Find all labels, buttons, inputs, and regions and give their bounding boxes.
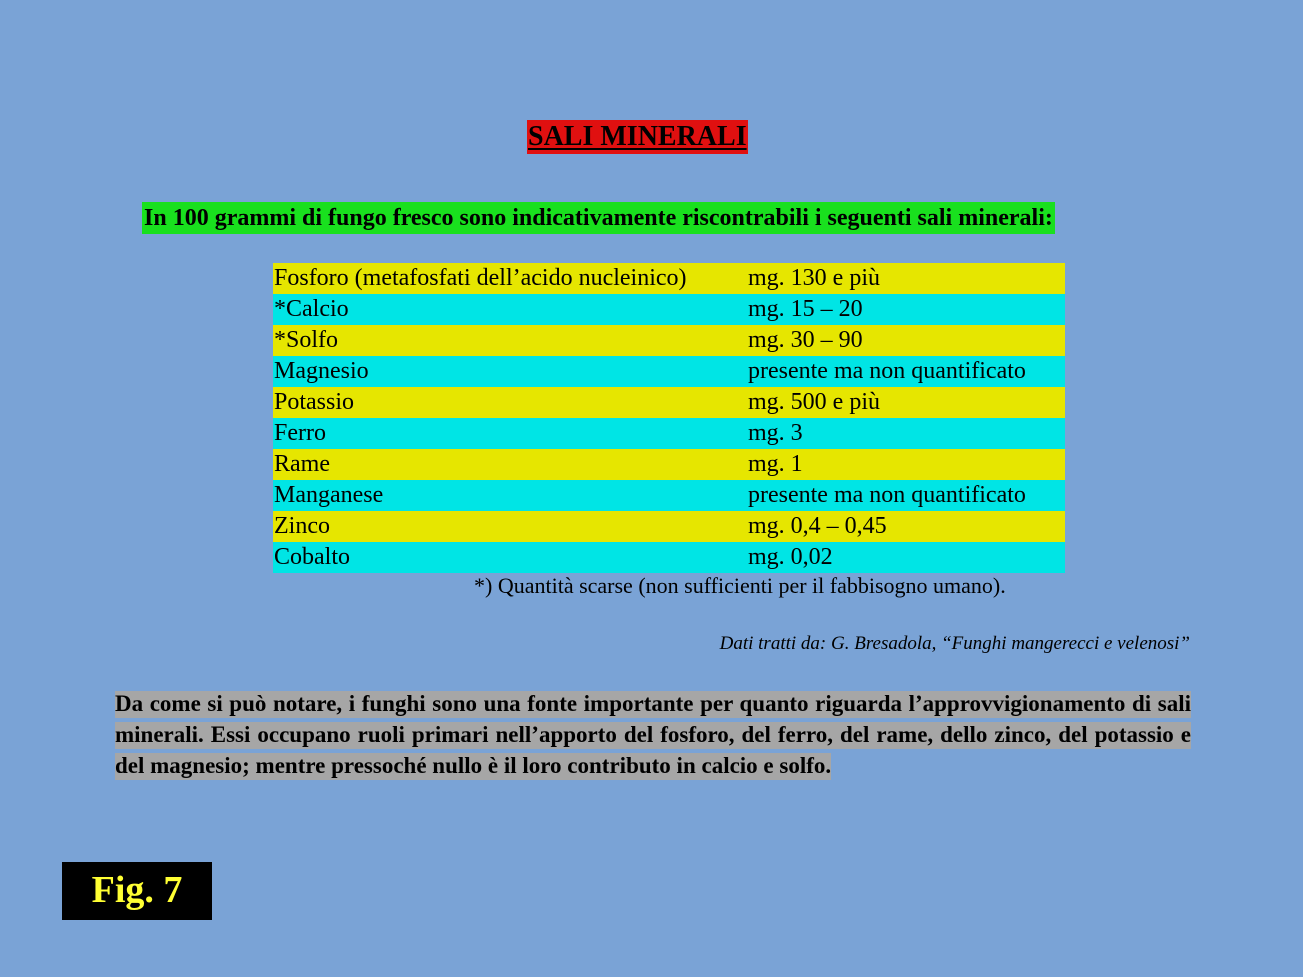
- mineral-name: *Solfo: [274, 327, 339, 353]
- mineral-name: Zinco: [274, 513, 330, 539]
- mineral-amount: mg. 1: [748, 451, 803, 477]
- mineral-amount: mg. 15 – 20: [748, 296, 863, 322]
- mineral-name: Potassio: [274, 389, 355, 415]
- mineral-amount: mg. 3: [748, 420, 803, 446]
- mineral-amount: mg. 130 e più: [748, 265, 880, 291]
- mineral-name: Ferro: [274, 420, 326, 446]
- conclusion-text: Da come si può notare, i funghi sono una fonte importante per quanto riguarda l’approvvigionamento di sali minerali. Essi occupano ruoli primari nell’apporto del fosforo, del ferro, del rame, dello zinco, del potassio e del magnesio; mentre pressoché nullo è il loro contributo in calcio e solfo.: [115, 691, 1191, 778]
- mineral-amount: presente ma non quantificato: [748, 482, 1026, 508]
- table-row: [273, 449, 1065, 480]
- mineral-name: *Calcio: [274, 296, 349, 322]
- figure-label: Fig. 7: [62, 862, 212, 920]
- mineral-amount: mg. 500 e più: [748, 389, 880, 415]
- mineral-amount: mg. 30 – 90: [748, 327, 863, 353]
- mineral-amount: presente ma non quantificato: [748, 358, 1026, 384]
- conclusion-paragraph: [115, 688, 1191, 781]
- source-citation: Dati tratti da: G. Bresadola, “Funghi mangerecci e velenosi”: [719, 633, 1190, 654]
- mineral-name: Rame: [274, 451, 330, 477]
- minerals-table: [273, 263, 1065, 573]
- table-row: [273, 263, 1065, 294]
- footnote: *) Quantità scarse (non sufficienti per il fabbisogno umano).: [474, 573, 1006, 598]
- subtitle: In 100 grammi di fungo fresco sono indicativamente riscontrabili i seguenti sali minerali:: [142, 202, 1055, 234]
- table-row: [273, 480, 1065, 511]
- table-row: [273, 356, 1065, 387]
- table-row: [273, 387, 1065, 418]
- table-row: [273, 294, 1065, 325]
- mineral-amount: mg. 0,02: [748, 544, 833, 570]
- mineral-name: Manganese: [274, 482, 384, 508]
- table-row: [273, 325, 1065, 356]
- table-row: [273, 542, 1065, 573]
- mineral-name: Magnesio: [274, 358, 369, 384]
- table-row: [273, 418, 1065, 449]
- mineral-name: Fosforo (metafosfati dell’acido nucleinico): [274, 265, 687, 291]
- page-title: SALI MINERALI: [528, 121, 747, 152]
- mineral-amount: mg. 0,4 – 0,45: [748, 513, 887, 539]
- mineral-name: Cobalto: [274, 544, 350, 570]
- table-row: [273, 511, 1065, 542]
